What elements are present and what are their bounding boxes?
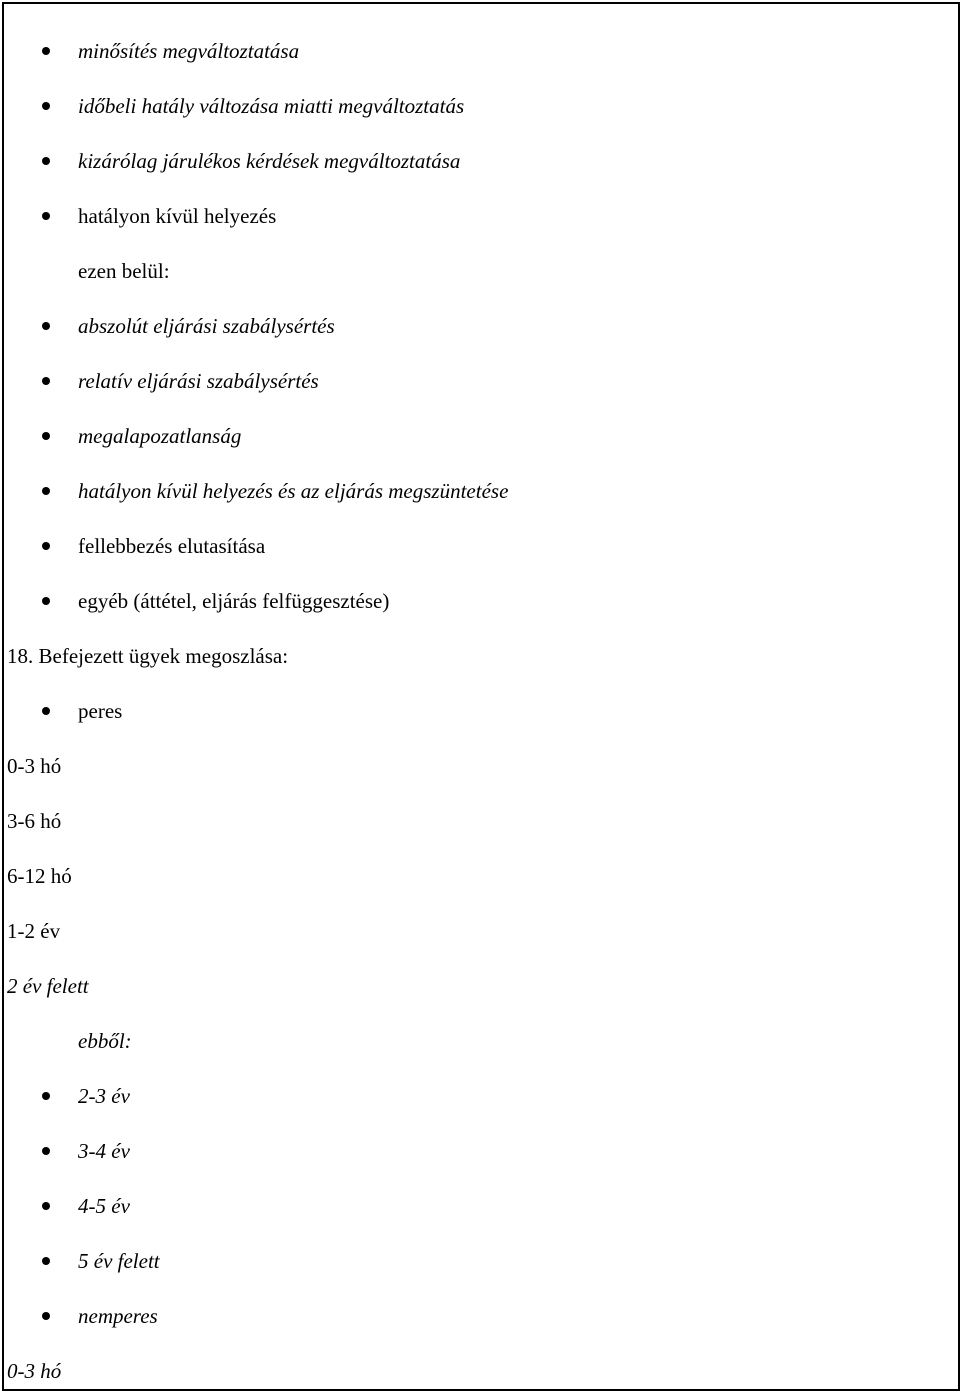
line-text: egyéb (áttétel, eljárás felfüggesztése) [78,589,390,613]
line-text: minősítés megváltoztatása [78,39,300,63]
line-text: 0-3 hó [7,1359,62,1383]
bullet-icon [42,487,50,495]
line-text: relatív eljárási szabálysértés [78,369,319,393]
line-text: hatályon kívül helyezés [78,204,277,228]
list-item [0,526,950,566]
text-line [0,966,950,1006]
text-line [0,911,950,951]
text-line [0,251,950,291]
line-text: abszolút eljárási szabálysértés [78,314,335,338]
line-text: 5 év felett [78,1249,160,1273]
list-item [0,1076,950,1116]
bullet-icon [42,597,50,605]
bullet-icon [42,432,50,440]
list-item [0,1296,950,1336]
text-line [0,801,950,841]
line-text: 6-12 hó [7,864,72,888]
bullet-icon [42,1147,50,1155]
bullet-icon [42,707,50,715]
list-item [0,1186,950,1226]
bullet-icon [42,542,50,550]
list-item [0,1131,950,1171]
line-text: kizárólag járulékos kérdések megváltoztatása [78,149,461,173]
bullet-icon [42,322,50,330]
line-text: megalapozatlanság [78,424,242,448]
line-text: 2-3 év [78,1084,130,1108]
text-line [0,856,950,896]
bullet-icon [42,157,50,165]
list-item [0,1241,950,1281]
bullet-icon [42,212,50,220]
list-item [0,361,950,401]
list-item [0,306,950,346]
list-item [0,86,950,126]
line-text: fellebbezés elutasítása [78,534,266,558]
bullet-icon [42,1257,50,1265]
list-item [0,691,950,731]
text-line [0,1351,950,1391]
line-text: nemperes [78,1304,158,1328]
line-text: hatályon kívül helyezés és az eljárás megszüntetése [78,479,509,503]
text-line [0,1021,950,1061]
line-text: időbeli hatály változása miatti megváltoztatás [78,94,465,118]
bullet-icon [42,47,50,55]
line-text: 2 év felett [7,974,89,998]
line-text: ezen belül: [78,259,170,283]
list-item [0,196,950,236]
line-text: 0-3 hó [7,754,62,778]
text-line [0,746,950,786]
list-item [0,581,950,621]
bullet-icon [42,1202,50,1210]
line-text: 3-4 év [78,1139,130,1163]
line-text: 4-5 év [78,1194,130,1218]
line-text: 3-6 hó [7,809,62,833]
list-item [0,416,950,456]
text-line [0,636,950,676]
list-item [0,141,950,181]
line-text: peres [78,699,123,723]
bullet-icon [42,102,50,110]
bullet-icon [42,1312,50,1320]
line-text: ebből: [78,1029,132,1053]
line-text: 18. Befejezett ügyek megoszlása: [7,644,289,668]
list-item [0,31,950,71]
line-text: 1-2 év [7,919,61,943]
bullet-icon [42,377,50,385]
bullet-icon [42,1092,50,1100]
list-item [0,471,950,511]
